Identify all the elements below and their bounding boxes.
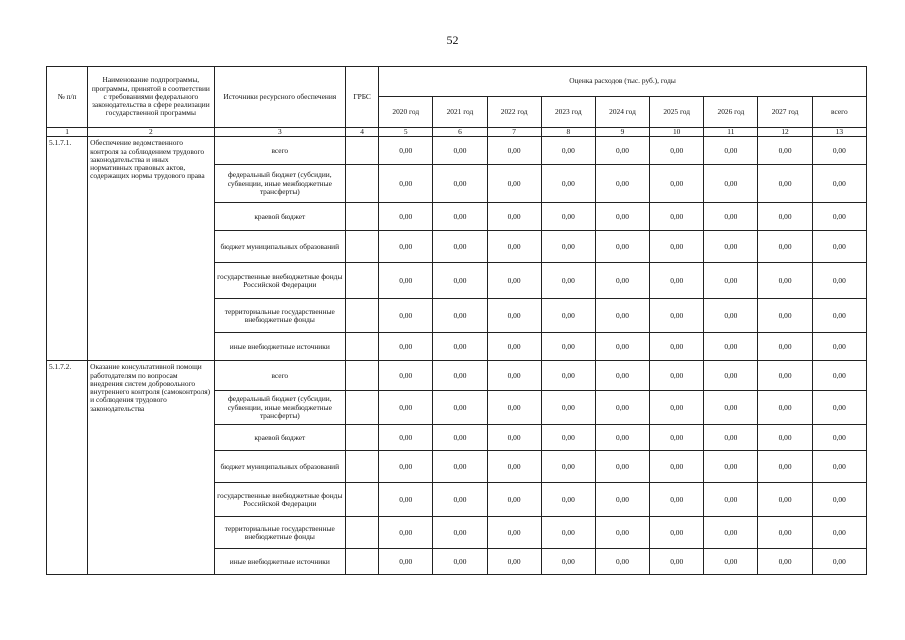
year-value: 0,00: [541, 333, 595, 361]
header-num: № п/п: [47, 67, 88, 128]
year-value: 0,00: [487, 137, 541, 165]
year-value: 0,00: [650, 263, 704, 299]
section-number: 5.1.7.1.: [47, 137, 88, 361]
year-value: 0,00: [650, 425, 704, 451]
year-value: 0,00: [650, 137, 704, 165]
funding-source: бюджет муниципальных образований: [214, 451, 345, 483]
total-value: 0,00: [812, 549, 866, 575]
table-row: [47, 137, 867, 165]
funding-source: федеральный бюджет (субсидии, субвенции, иные межбюджетные трансферты): [214, 391, 345, 425]
year-value: 0,00: [433, 451, 487, 483]
funding-source: иные внебюджетные источники: [214, 333, 345, 361]
year-value: 0,00: [487, 165, 541, 203]
header-year: 2022 год: [487, 97, 541, 128]
year-value: 0,00: [595, 425, 649, 451]
year-value: 0,00: [595, 231, 649, 263]
year-value: 0,00: [379, 425, 433, 451]
grbs-cell: [346, 231, 379, 263]
year-value: 0,00: [758, 231, 812, 263]
year-value: 0,00: [541, 263, 595, 299]
grbs-cell: [346, 391, 379, 425]
section-number: 5.1.7.2.: [47, 361, 88, 575]
year-value: 0,00: [650, 231, 704, 263]
funding-source: территориальные государственные внебюджетные фонды: [214, 299, 345, 333]
year-value: 0,00: [541, 549, 595, 575]
year-value: 0,00: [433, 361, 487, 391]
funding-source: федеральный бюджет (субсидии, субвенции, иные межбюджетные трансферты): [214, 165, 345, 203]
year-value: 0,00: [541, 231, 595, 263]
year-value: 0,00: [595, 549, 649, 575]
grbs-cell: [346, 549, 379, 575]
funding-source: всего: [214, 137, 345, 165]
year-value: 0,00: [704, 483, 758, 517]
table-header: [47, 67, 867, 137]
total-value: 0,00: [812, 361, 866, 391]
year-value: 0,00: [379, 137, 433, 165]
year-value: 0,00: [758, 391, 812, 425]
header-year: 2023 год: [541, 97, 595, 128]
year-value: 0,00: [541, 391, 595, 425]
year-value: 0,00: [650, 203, 704, 231]
year-value: 0,00: [487, 299, 541, 333]
year-value: 0,00: [379, 451, 433, 483]
year-value: 0,00: [541, 517, 595, 549]
year-value: 0,00: [541, 137, 595, 165]
column-number: 2: [88, 128, 214, 137]
header-year: 2021 год: [433, 97, 487, 128]
total-value: 0,00: [812, 451, 866, 483]
year-value: 0,00: [379, 333, 433, 361]
total-value: 0,00: [812, 263, 866, 299]
column-number: 10: [650, 128, 704, 137]
year-value: 0,00: [487, 391, 541, 425]
year-value: 0,00: [704, 299, 758, 333]
year-value: 0,00: [758, 165, 812, 203]
total-value: 0,00: [812, 391, 866, 425]
year-value: 0,00: [758, 263, 812, 299]
year-value: 0,00: [541, 483, 595, 517]
year-value: 0,00: [704, 263, 758, 299]
year-value: 0,00: [487, 203, 541, 231]
year-value: 0,00: [650, 333, 704, 361]
year-value: 0,00: [541, 361, 595, 391]
section-name: Оказание консультативной помощи работодателям по вопросам внедрения систем добровольного внутреннего контроля (самоконтроля) и соблюдения трудового законодательства: [88, 361, 214, 575]
funding-source: краевой бюджет: [214, 425, 345, 451]
year-value: 0,00: [650, 549, 704, 575]
year-value: 0,00: [758, 137, 812, 165]
year-value: 0,00: [650, 517, 704, 549]
year-value: 0,00: [487, 361, 541, 391]
year-value: 0,00: [758, 333, 812, 361]
year-value: 0,00: [758, 361, 812, 391]
year-value: 0,00: [379, 231, 433, 263]
year-value: 0,00: [433, 299, 487, 333]
year-value: 0,00: [379, 549, 433, 575]
total-value: 0,00: [812, 517, 866, 549]
year-value: 0,00: [595, 361, 649, 391]
year-value: 0,00: [379, 165, 433, 203]
year-value: 0,00: [650, 451, 704, 483]
year-value: 0,00: [433, 483, 487, 517]
year-value: 0,00: [541, 425, 595, 451]
year-value: 0,00: [758, 425, 812, 451]
column-number: 7: [487, 128, 541, 137]
year-value: 0,00: [487, 333, 541, 361]
column-number: 5: [379, 128, 433, 137]
grbs-cell: [346, 137, 379, 165]
year-value: 0,00: [379, 361, 433, 391]
total-value: 0,00: [812, 137, 866, 165]
column-number-row: [47, 128, 867, 137]
year-value: 0,00: [379, 517, 433, 549]
total-value: 0,00: [812, 425, 866, 451]
column-number: 11: [704, 128, 758, 137]
year-value: 0,00: [541, 165, 595, 203]
year-value: 0,00: [433, 165, 487, 203]
column-number: 13: [812, 128, 866, 137]
column-number: 4: [346, 128, 379, 137]
funding-source: всего: [214, 361, 345, 391]
grbs-cell: [346, 203, 379, 231]
grbs-cell: [346, 299, 379, 333]
year-value: 0,00: [595, 299, 649, 333]
year-value: 0,00: [595, 137, 649, 165]
year-value: 0,00: [704, 391, 758, 425]
year-value: 0,00: [650, 299, 704, 333]
grbs-cell: [346, 333, 379, 361]
total-value: 0,00: [812, 165, 866, 203]
year-value: 0,00: [650, 165, 704, 203]
grbs-cell: [346, 483, 379, 517]
year-value: 0,00: [758, 517, 812, 549]
year-value: 0,00: [704, 203, 758, 231]
year-value: 0,00: [595, 203, 649, 231]
year-value: 0,00: [704, 517, 758, 549]
year-value: 0,00: [433, 549, 487, 575]
year-value: 0,00: [487, 263, 541, 299]
header-total: всего: [812, 97, 866, 128]
year-value: 0,00: [595, 391, 649, 425]
funding-source: иные внебюджетные источники: [214, 549, 345, 575]
grbs-cell: [346, 451, 379, 483]
column-number: 6: [433, 128, 487, 137]
table-body: [47, 137, 867, 575]
year-value: 0,00: [704, 425, 758, 451]
grbs-cell: [346, 517, 379, 549]
header-estimate: Оценка расходов (тыс. руб.), годы: [379, 67, 867, 97]
year-value: 0,00: [379, 203, 433, 231]
year-value: 0,00: [758, 451, 812, 483]
header-year: 2024 год: [595, 97, 649, 128]
year-value: 0,00: [541, 203, 595, 231]
year-value: 0,00: [704, 137, 758, 165]
grbs-cell: [346, 425, 379, 451]
budget-table: [46, 66, 867, 575]
grbs-cell: [346, 263, 379, 299]
year-value: 0,00: [379, 299, 433, 333]
column-number: 9: [595, 128, 649, 137]
header-year: 2026 год: [704, 97, 758, 128]
table-row: [47, 361, 867, 391]
year-value: 0,00: [704, 333, 758, 361]
year-value: 0,00: [704, 165, 758, 203]
grbs-cell: [346, 165, 379, 203]
column-number: 8: [541, 128, 595, 137]
header-year: 2027 год: [758, 97, 812, 128]
year-value: 0,00: [487, 517, 541, 549]
year-value: 0,00: [758, 549, 812, 575]
year-value: 0,00: [650, 483, 704, 517]
year-value: 0,00: [487, 425, 541, 451]
year-value: 0,00: [433, 137, 487, 165]
year-value: 0,00: [595, 263, 649, 299]
page-number: 52: [446, 33, 459, 47]
year-value: 0,00: [704, 361, 758, 391]
year-value: 0,00: [541, 451, 595, 483]
funding-source: краевой бюджет: [214, 203, 345, 231]
year-value: 0,00: [758, 203, 812, 231]
total-value: 0,00: [812, 333, 866, 361]
year-value: 0,00: [433, 333, 487, 361]
header-year: 2020 год: [379, 97, 433, 128]
year-value: 0,00: [433, 263, 487, 299]
funding-source: государственные внебюджетные фонды Российской Федерации: [214, 263, 345, 299]
year-value: 0,00: [433, 231, 487, 263]
header-year: 2025 год: [650, 97, 704, 128]
year-value: 0,00: [487, 483, 541, 517]
funding-source: государственные внебюджетные фонды Российской Федерации: [214, 483, 345, 517]
year-value: 0,00: [595, 517, 649, 549]
section-name: Обеспечение ведомственного контроля за соблюдением трудового законодательства и иных нормативных правовых актов, содержащих нормы трудового права: [88, 137, 214, 361]
year-value: 0,00: [433, 425, 487, 451]
year-value: 0,00: [433, 203, 487, 231]
column-number: 1: [47, 128, 88, 137]
year-value: 0,00: [595, 165, 649, 203]
year-value: 0,00: [487, 549, 541, 575]
year-value: 0,00: [487, 231, 541, 263]
year-value: 0,00: [758, 483, 812, 517]
header-grbs: ГРБС: [346, 67, 379, 128]
funding-source: территориальные государственные внебюджетные фонды: [214, 517, 345, 549]
year-value: 0,00: [650, 361, 704, 391]
funding-source: бюджет муниципальных образований: [214, 231, 345, 263]
total-value: 0,00: [812, 231, 866, 263]
column-number: 12: [758, 128, 812, 137]
year-value: 0,00: [541, 299, 595, 333]
year-value: 0,00: [595, 483, 649, 517]
grbs-cell: [346, 361, 379, 391]
total-value: 0,00: [812, 299, 866, 333]
column-number: 3: [214, 128, 345, 137]
total-value: 0,00: [812, 483, 866, 517]
year-value: 0,00: [758, 299, 812, 333]
year-value: 0,00: [704, 231, 758, 263]
year-value: 0,00: [379, 391, 433, 425]
year-value: 0,00: [704, 549, 758, 575]
year-value: 0,00: [379, 263, 433, 299]
year-value: 0,00: [487, 451, 541, 483]
year-value: 0,00: [595, 333, 649, 361]
year-value: 0,00: [650, 391, 704, 425]
year-value: 0,00: [379, 483, 433, 517]
header-name: Наименование подпрограммы, программы, принятой в соответствии с требованиями федерального законодательства в сфере реализации государственной программы: [88, 67, 214, 128]
year-value: 0,00: [433, 517, 487, 549]
header-sources: Источники ресурсного обеспечения: [214, 67, 345, 128]
year-value: 0,00: [704, 451, 758, 483]
year-value: 0,00: [433, 391, 487, 425]
year-value: 0,00: [595, 451, 649, 483]
total-value: 0,00: [812, 203, 866, 231]
